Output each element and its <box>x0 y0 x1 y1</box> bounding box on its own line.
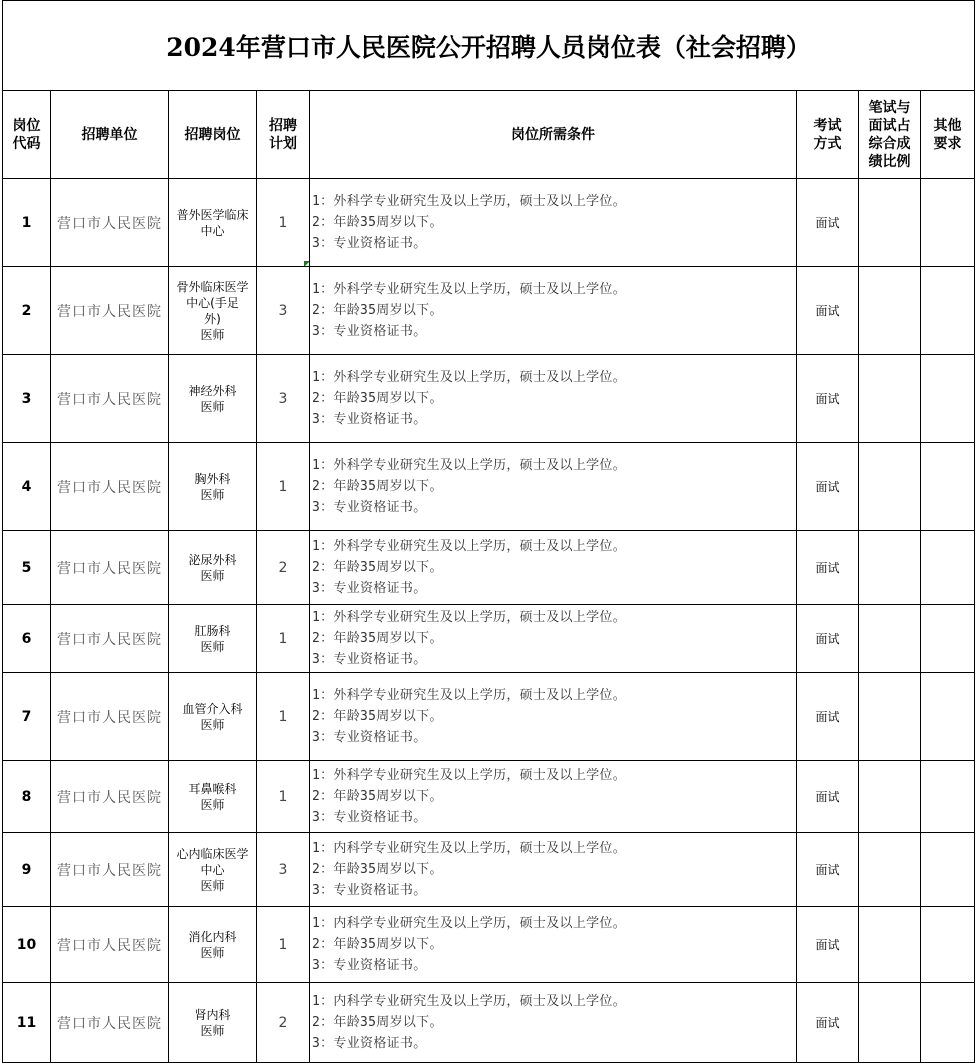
table-row <box>3 179 975 267</box>
row-other <box>921 983 975 1063</box>
header-row <box>3 91 975 179</box>
row-unit: 营口市人民医院 <box>51 983 169 1063</box>
row-conditions <box>310 761 797 833</box>
row-other <box>921 673 975 761</box>
condition-line: 3：专业资格证书。 <box>312 883 427 898</box>
row-ratio <box>859 355 921 443</box>
condition-line: 3：专业资格证书。 <box>312 958 427 973</box>
row-unit: 营口市人民医院 <box>51 907 169 983</box>
condition-line: 2：年龄35周岁以下。 <box>312 709 443 724</box>
condition-line: 3：专业资格证书。 <box>312 730 427 745</box>
header-unit: 招聘单位 <box>51 91 169 179</box>
row-plan: 1 <box>257 907 310 983</box>
table-row <box>3 531 975 605</box>
row-unit: 营口市人民医院 <box>51 673 169 761</box>
row-unit: 营口市人民医院 <box>51 355 169 443</box>
row-conditions <box>310 907 797 983</box>
row-post: 胸外科 医师 <box>169 443 257 531</box>
row-exam: 面试 <box>797 531 859 605</box>
table-row <box>3 833 975 907</box>
condition-line: 1：外科学专业研究生及以上学历，硕士及以上学位。 <box>312 282 627 297</box>
row-other <box>921 907 975 983</box>
condition-line: 1：外科学专业研究生及以上学历，硕士及以上学位。 <box>312 768 627 783</box>
row-conditions <box>310 443 797 531</box>
row-post: 耳鼻喉科 医师 <box>169 761 257 833</box>
row-exam: 面试 <box>797 443 859 531</box>
row-conditions <box>310 355 797 443</box>
row-code: 7 <box>3 673 51 761</box>
row-other <box>921 833 975 907</box>
row-post: 血管介入科 医师 <box>169 673 257 761</box>
row-other <box>921 267 975 355</box>
row-other <box>921 531 975 605</box>
row-code: 8 <box>3 761 51 833</box>
row-post: 肾内科 医师 <box>169 983 257 1063</box>
header-other: 其他 要求 <box>921 91 975 179</box>
condition-line: 3：专业资格证书。 <box>312 236 427 251</box>
row-exam: 面试 <box>797 761 859 833</box>
condition-line: 2：年龄35周岁以下。 <box>312 862 443 877</box>
recruitment-sheet <box>2 0 974 1063</box>
row-plan: 1 <box>257 761 310 833</box>
header-plan: 招聘 计划 <box>257 91 310 179</box>
row-unit: 营口市人民医院 <box>51 605 169 673</box>
row-exam: 面试 <box>797 605 859 673</box>
header-exam: 考试 方式 <box>797 91 859 179</box>
table-row <box>3 761 975 833</box>
condition-line: 3：专业资格证书。 <box>312 810 427 825</box>
row-ratio <box>859 443 921 531</box>
condition-line: 3：专业资格证书。 <box>312 581 427 596</box>
row-unit: 营口市人民医院 <box>51 761 169 833</box>
condition-line: 1：外科学专业研究生及以上学历，硕士及以上学位。 <box>312 688 627 703</box>
row-unit: 营口市人民医院 <box>51 531 169 605</box>
row-other <box>921 761 975 833</box>
row-unit: 营口市人民医院 <box>51 179 169 267</box>
row-conditions <box>310 673 797 761</box>
row-conditions <box>310 531 797 605</box>
row-conditions <box>310 179 797 267</box>
row-plan: 3 <box>257 267 310 355</box>
row-plan: 1 <box>257 673 310 761</box>
condition-line: 1：外科学专业研究生及以上学历，硕士及以上学位。 <box>312 610 627 625</box>
row-code: 4 <box>3 443 51 531</box>
row-post: 普外医学临床 中心 <box>169 179 257 267</box>
row-exam: 面试 <box>797 673 859 761</box>
row-conditions <box>310 605 797 673</box>
row-other <box>921 179 975 267</box>
table-row <box>3 605 975 673</box>
condition-line: 3：专业资格证书。 <box>312 500 427 515</box>
condition-line: 2：年龄35周岁以下。 <box>312 391 443 406</box>
row-plan: 1 <box>257 443 310 531</box>
condition-line: 1：内科学专业研究生及以上学历，硕士及以上学位。 <box>312 916 627 931</box>
condition-line: 2：年龄35周岁以下。 <box>312 1015 443 1030</box>
row-ratio <box>859 673 921 761</box>
condition-line: 1：内科学专业研究生及以上学历，硕士及以上学位。 <box>312 841 627 856</box>
condition-line: 2：年龄35周岁以下。 <box>312 479 443 494</box>
condition-line: 3：专业资格证书。 <box>312 412 427 427</box>
row-unit: 营口市人民医院 <box>51 443 169 531</box>
condition-line: 2：年龄35周岁以下。 <box>312 937 443 952</box>
condition-line: 2：年龄35周岁以下。 <box>312 560 443 575</box>
row-ratio <box>859 605 921 673</box>
recruitment-table <box>2 0 975 1063</box>
condition-line: 3：专业资格证书。 <box>312 1036 427 1051</box>
row-post: 消化内科 医师 <box>169 907 257 983</box>
header-code: 岗位 代码 <box>3 91 51 179</box>
table-row <box>3 267 975 355</box>
row-exam: 面试 <box>797 833 859 907</box>
table-row <box>3 907 975 983</box>
row-other <box>921 605 975 673</box>
row-post: 心内临床医学 中心 医师 <box>169 833 257 907</box>
table-row <box>3 355 975 443</box>
row-ratio <box>859 531 921 605</box>
row-other <box>921 443 975 531</box>
row-conditions <box>310 983 797 1063</box>
row-code: 9 <box>3 833 51 907</box>
row-code: 11 <box>3 983 51 1063</box>
row-conditions <box>310 833 797 907</box>
condition-line: 2：年龄35周岁以下。 <box>312 789 443 804</box>
row-post: 骨外临床医学 中心(手足 外) 医师 <box>169 267 257 355</box>
table-row <box>3 673 975 761</box>
row-exam: 面试 <box>797 907 859 983</box>
row-code: 10 <box>3 907 51 983</box>
row-ratio <box>859 761 921 833</box>
header-post: 招聘岗位 <box>169 91 257 179</box>
row-plan: 3 <box>257 355 310 443</box>
condition-line: 2：年龄35周岁以下。 <box>312 631 443 646</box>
condition-line: 2：年龄35周岁以下。 <box>312 303 443 318</box>
row-plan: 1 <box>257 179 310 267</box>
condition-line: 1：外科学专业研究生及以上学历，硕士及以上学位。 <box>312 458 627 473</box>
table-row <box>3 983 975 1063</box>
row-exam: 面试 <box>797 179 859 267</box>
row-code: 3 <box>3 355 51 443</box>
row-unit: 营口市人民医院 <box>51 267 169 355</box>
header-ratio: 笔试与 面试占 综合成 绩比例 <box>859 91 921 179</box>
row-ratio <box>859 267 921 355</box>
row-code: 5 <box>3 531 51 605</box>
condition-line: 2：年龄35周岁以下。 <box>312 215 443 230</box>
row-conditions <box>310 267 797 355</box>
row-code: 2 <box>3 267 51 355</box>
row-plan: 1 <box>257 605 310 673</box>
condition-line: 1：内科学专业研究生及以上学历，硕士及以上学位。 <box>312 994 627 1009</box>
condition-line: 1：外科学专业研究生及以上学历，硕士及以上学位。 <box>312 194 627 209</box>
row-ratio <box>859 179 921 267</box>
row-exam: 面试 <box>797 355 859 443</box>
header-conditions: 岗位所需条件 <box>310 91 797 179</box>
condition-line: 1：外科学专业研究生及以上学历，硕士及以上学位。 <box>312 370 627 385</box>
row-ratio <box>859 983 921 1063</box>
row-ratio <box>859 907 921 983</box>
row-unit: 营口市人民医院 <box>51 833 169 907</box>
condition-line: 1：外科学专业研究生及以上学历，硕士及以上学位。 <box>312 539 627 554</box>
row-plan: 2 <box>257 983 310 1063</box>
row-exam: 面试 <box>797 983 859 1063</box>
condition-line: 3：专业资格证书。 <box>312 324 427 339</box>
row-other <box>921 355 975 443</box>
row-code: 1 <box>3 179 51 267</box>
table-row <box>3 443 975 531</box>
row-exam: 面试 <box>797 267 859 355</box>
row-post: 泌尿外科 医师 <box>169 531 257 605</box>
row-post: 肛肠科 医师 <box>169 605 257 673</box>
row-ratio <box>859 833 921 907</box>
row-plan: 2 <box>257 531 310 605</box>
row-plan: 3 <box>257 833 310 907</box>
row-code: 6 <box>3 605 51 673</box>
row-post: 神经外科 医师 <box>169 355 257 443</box>
page-title: 2024年营口市人民医院公开招聘人员岗位表（社会招聘） <box>3 1 975 91</box>
condition-line: 3：专业资格证书。 <box>312 652 427 667</box>
